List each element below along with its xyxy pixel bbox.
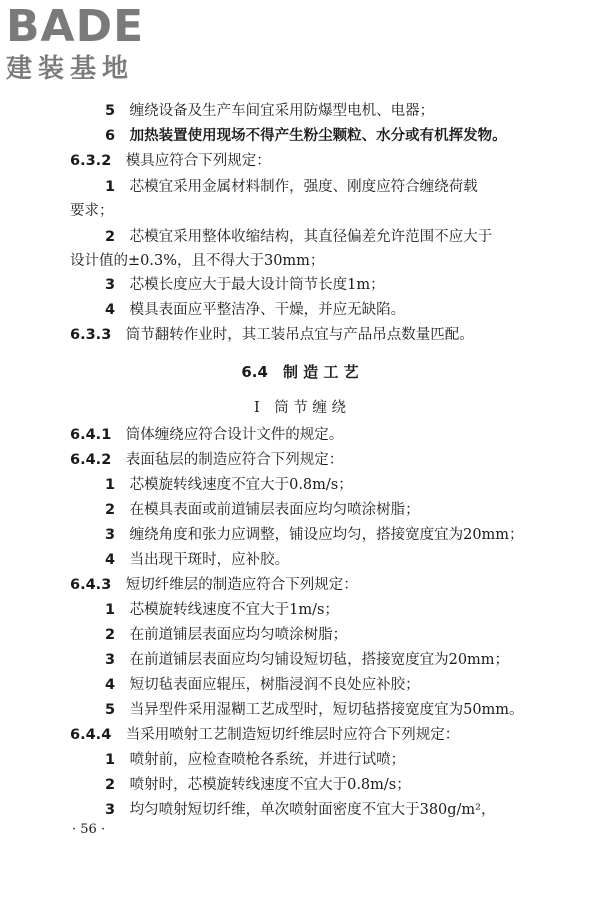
list-item: 6 加热装置使用现场不得产生粉尘颗粒、水分或有机挥发物。 xyxy=(105,127,507,144)
clause: 6.3.2 模具应符合下列规定： xyxy=(70,153,271,169)
clause: 6.4.1 筒体缠绕应符合设计文件的规定。 xyxy=(70,427,344,443)
list-item: 4 当出现干斑时，应补胶。 xyxy=(105,552,290,568)
logo xyxy=(6,1,196,84)
list-item: 2 芯模宜采用整体收缩结构，其直径偏差允许范围不应大于 xyxy=(105,229,493,245)
clause: 6.4.4 当采用喷射工艺制造短切纤维层时应符合下列规定： xyxy=(70,727,460,743)
list-item: 1 芯模宜采用金属材料制作，强度、刚度应符合缠绕荷载 xyxy=(105,179,478,195)
clause: 6.3.3 筒节翻转作业时，其工装吊点宜与产品吊点数量匹配。 xyxy=(70,327,474,343)
logo-subtext: 建装基地 xyxy=(6,54,135,84)
list-item-continuation: 要求； xyxy=(70,203,114,219)
list-item: 1 芯模旋转线速度不宜大于0.8m/s； xyxy=(105,477,353,493)
list-item: 3 均匀喷射短切纤维，单次喷射面密度不宜大于380g/m²， xyxy=(105,802,496,818)
clause: 6.4.2 表面毡层的制造应符合下列规定： xyxy=(70,452,344,468)
list-item: 2 在前道铺层表面应均匀喷涂树脂； xyxy=(105,627,348,643)
list-item: 1 芯模旋转线速度不宜大于1m/s； xyxy=(105,602,339,618)
list-item: 5 当异型件采用湿糊工艺成型时，短切毡搭接宽度宜为50mm。 xyxy=(105,702,524,718)
list-item: 5 缠绕设备及生产车间宜采用防爆型电机、电器； xyxy=(105,103,435,119)
logo-text: BADE xyxy=(6,1,145,52)
clause: 6.4.3 短切纤维层的制造应符合下列规定： xyxy=(70,577,358,593)
list-item-continuation: 设计值的±0.3%，且不得大于30mm； xyxy=(70,253,325,269)
list-item: 2 喷射时，芯模旋转线速度不宜大于0.8m/s； xyxy=(105,777,411,793)
list-item: 4 模具表面应平整洁净、干燥，并应无缺陷。 xyxy=(105,302,406,318)
list-item: 4 短切毡表面应辊压，树脂浸润不良处应补胶； xyxy=(105,677,420,693)
list-item: 3 缠绕角度和张力应调整，铺设应均匀，搭接宽度宜为20mm； xyxy=(105,527,524,543)
list-item: 2 在模具表面或前道铺层表面应均匀喷涂树脂； xyxy=(105,502,420,518)
subsection-heading: Ⅰ 筒 节 缠 绕 xyxy=(253,400,347,416)
list-item: 1 喷射前，应检查喷枪各系统，并进行试喷； xyxy=(105,752,406,768)
list-item: 3 在前道铺层表面应均匀铺设短切毡，搭接宽度宜为20mm； xyxy=(105,652,510,668)
section-heading: 6.4 制 造 工 艺 xyxy=(241,363,359,381)
list-item: 3 芯模长度应大于最大设计筒节长度1m； xyxy=(105,277,385,293)
page-number: · 56 · xyxy=(72,822,106,837)
